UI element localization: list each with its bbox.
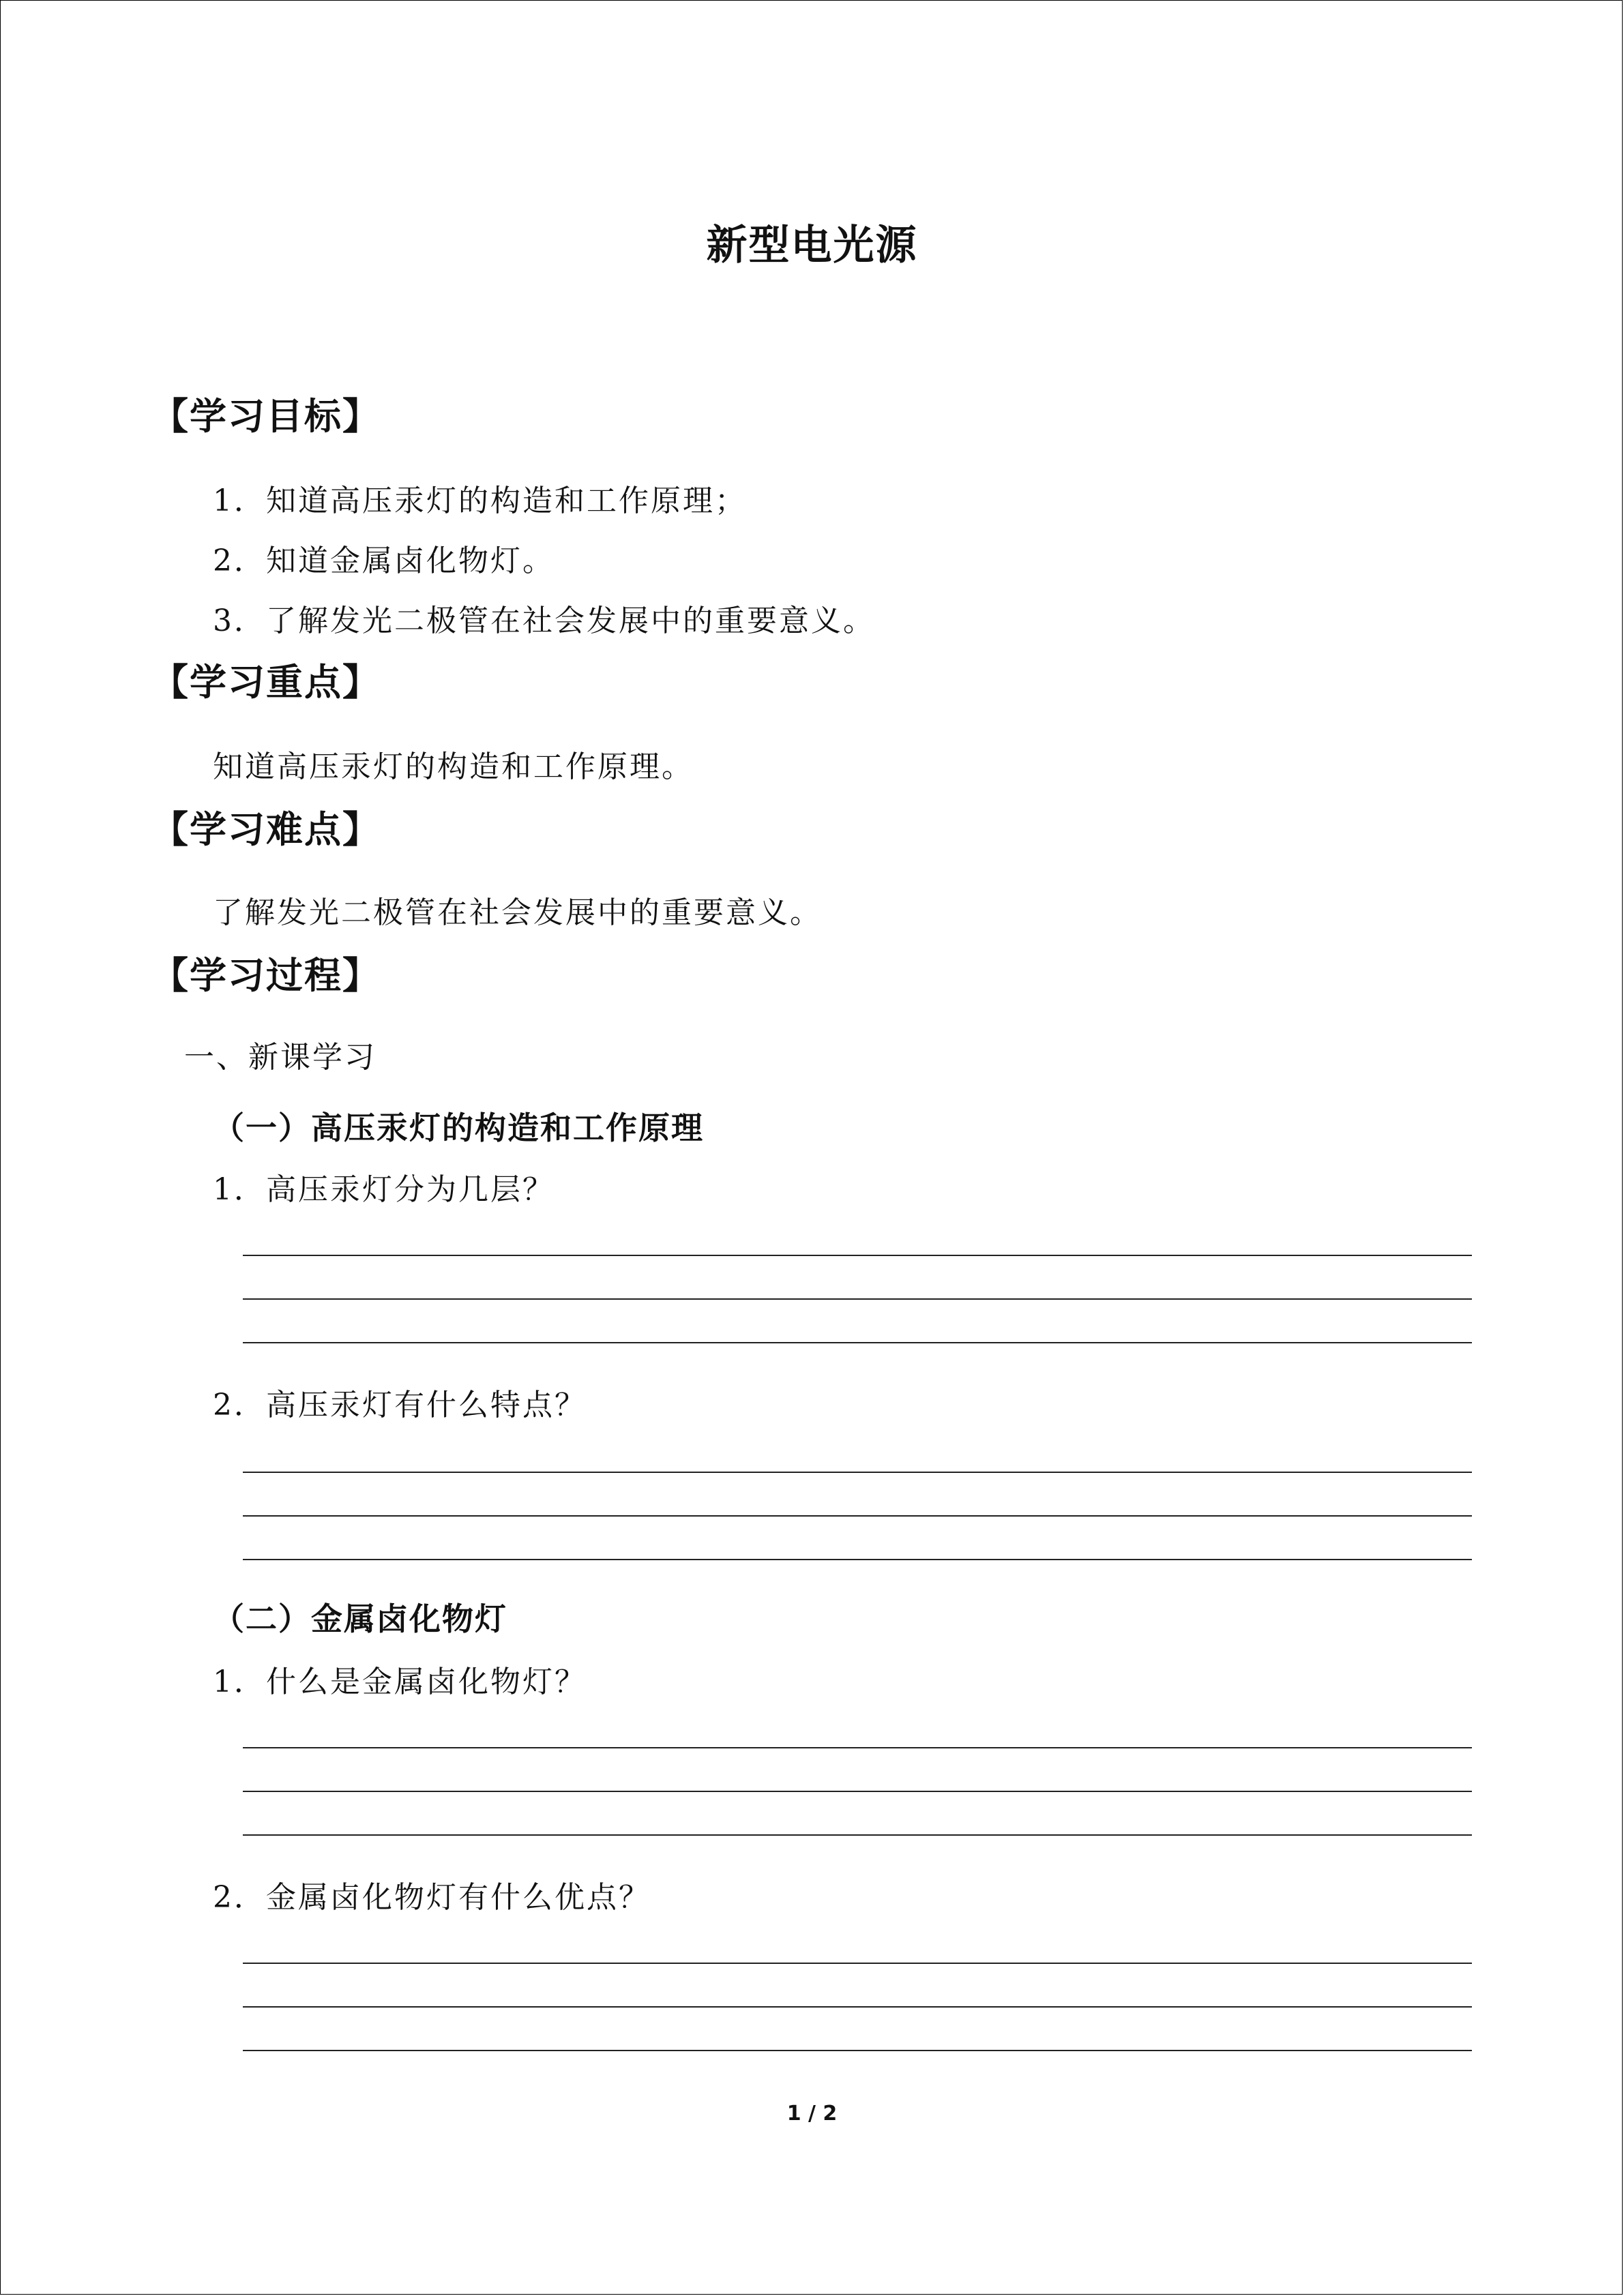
answer-line[interactable]: [243, 1747, 1472, 1748]
key-points-text: 知道高压汞灯的构造和工作原理。: [213, 749, 694, 784]
answer-line[interactable]: [243, 1515, 1472, 1517]
answer-line[interactable]: [243, 1559, 1472, 1560]
process-heading: 【学习过程】: [151, 954, 381, 997]
difficulties-text: 了解发光二极管在社会发展中的重要意义。: [213, 895, 822, 930]
answer-line[interactable]: [243, 1791, 1472, 1792]
page-number: 1 / 2: [786, 2102, 838, 2126]
objectives-heading: 【学习目标】: [151, 395, 381, 438]
answer-line[interactable]: [243, 1342, 1472, 1343]
objective-item-2: 2．知道金属卤化物灯。: [213, 543, 555, 578]
part-title: 一、新课学习: [184, 1040, 377, 1075]
answer-line[interactable]: [243, 1298, 1472, 1300]
difficulties-heading: 【学习难点】: [151, 808, 381, 851]
subsection-1-title: （一）高压汞灯的构造和工作原理: [213, 1109, 704, 1146]
objective-item-1: 1．知道高压汞灯的构造和工作原理；: [213, 483, 747, 518]
answer-line[interactable]: [243, 2050, 1472, 2051]
answer-line[interactable]: [243, 1472, 1472, 1473]
subsection-2-title: （二）金属卤化物灯: [213, 1600, 507, 1637]
subsection-2-question-2: 2．金属卤化物灯有什么优点？: [213, 1880, 651, 1915]
subsection-2-question-1: 1．什么是金属卤化物灯？: [213, 1665, 587, 1699]
subsection-1-question-2: 2．高压汞灯有什么特点？: [213, 1388, 587, 1422]
answer-line[interactable]: [243, 1834, 1472, 1836]
answer-line[interactable]: [243, 2006, 1472, 2008]
key-points-heading: 【学习重点】: [151, 661, 381, 704]
answer-line[interactable]: [243, 1255, 1472, 1256]
page-title: 新型电光源: [706, 222, 918, 269]
subsection-1-question-1: 1．高压汞灯分为几层？: [213, 1172, 555, 1207]
answer-line[interactable]: [243, 1963, 1472, 1964]
objective-item-3: 3．了解发光二极管在社会发展中的重要意义。: [213, 603, 875, 638]
